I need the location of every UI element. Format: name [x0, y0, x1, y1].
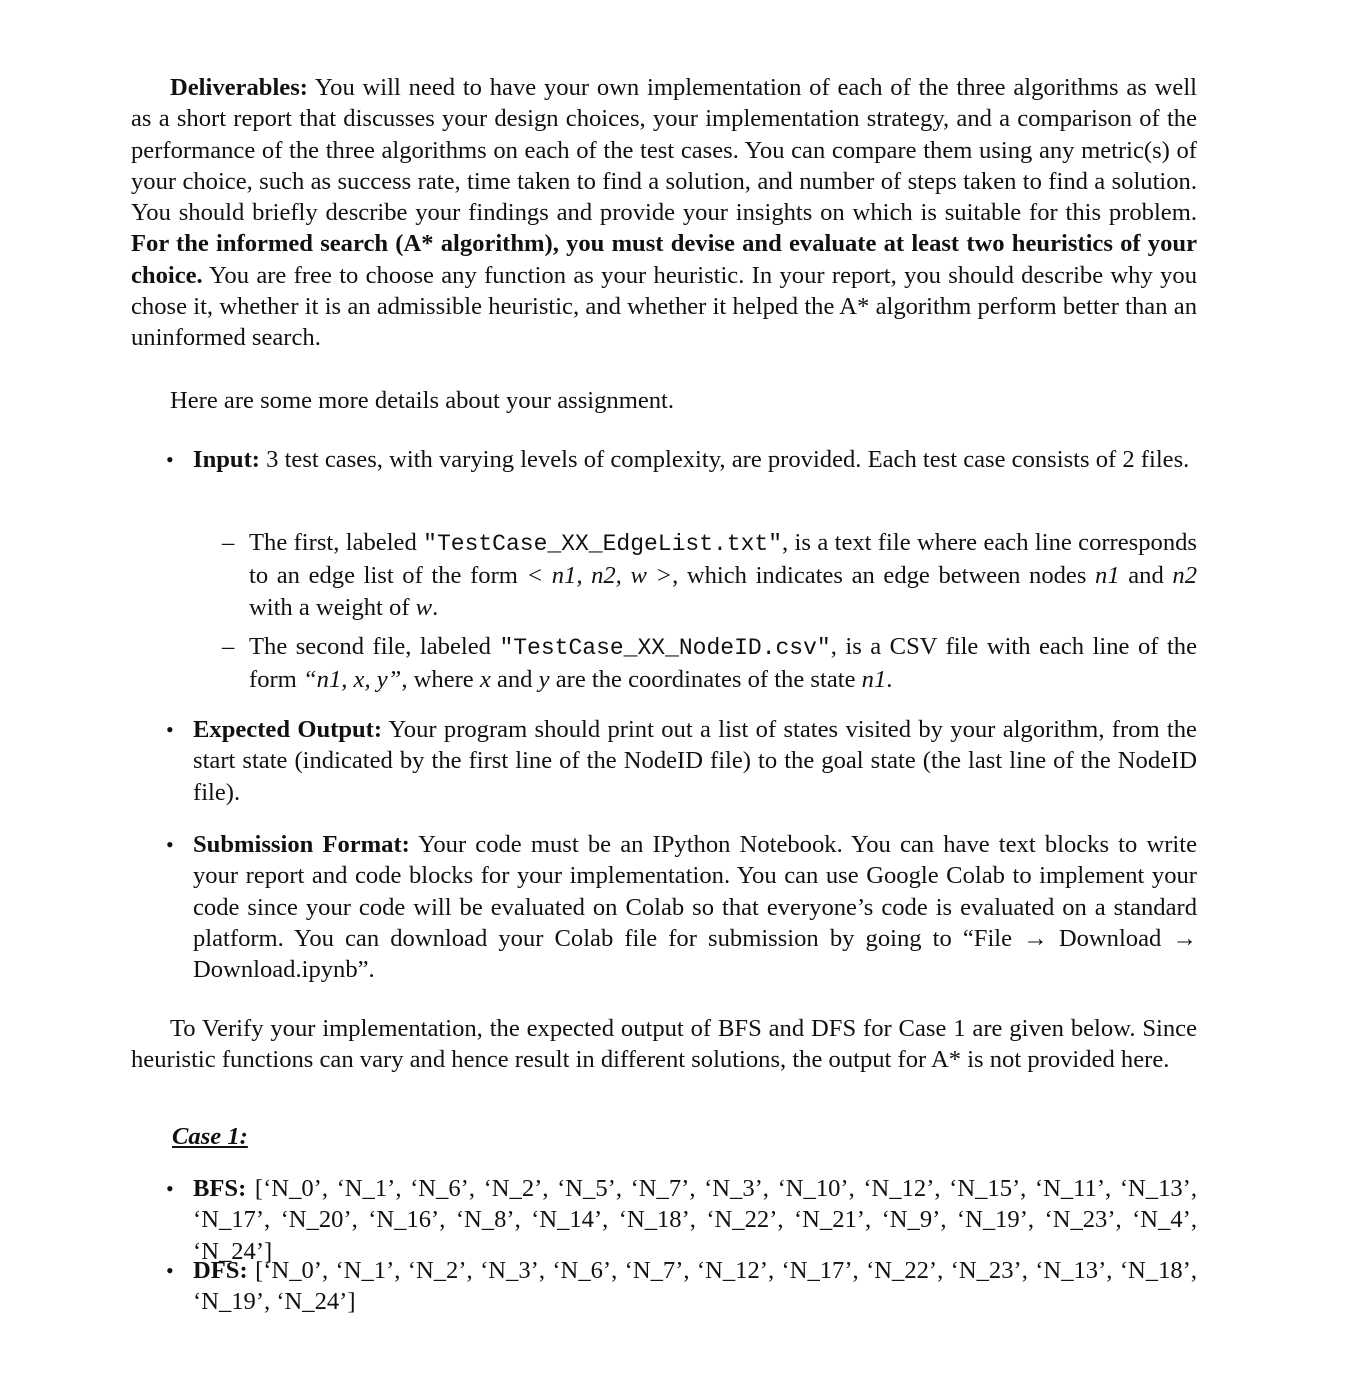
- details-intro: Here are some more details about your assignment.: [170, 387, 675, 414]
- nodeid-x: x: [479, 666, 491, 694]
- dash-icon: –: [222, 529, 235, 556]
- edgelist-w: w: [415, 593, 433, 621]
- edgelist-file-item: [222, 527, 1197, 623]
- nodeid-pre: The second file, labeled: [249, 633, 491, 660]
- deliverables-text-1: You will need to have your own implementation of each of the three algorithms as well as a short report that discusses your design choices, your implementation strategy, and a comparison of the performance of the three algorithms on each of the test cases. You can compare them using any metric(s) of your choice, such as success rate, time taken to find a solution, and number of steps taken to find a solution. You should briefly describe your findings and provide your insights on which is suitable for this problem.: [131, 74, 1197, 227]
- bullet-icon: •: [166, 1176, 174, 1201]
- dash-icon: –: [222, 633, 235, 660]
- bfs-bullet: [166, 1173, 1197, 1267]
- edgelist-n1: n1: [1095, 562, 1120, 590]
- deliverables-heuristics-requirement: For the informed search (A* algorithm), you must devise and evaluate at least two heuristics of your choice.: [131, 230, 1197, 289]
- dfs-output: [‘N_0’, ‘N_1’, ‘N_2’, ‘N_3’, ‘N_6’, ‘N_7’, ‘N_12’, ‘N_17’, ‘N_22’, ‘N_23’, ‘N_13’, ‘N_18’, ‘N_19’, ‘N_24’]: [193, 1257, 1197, 1316]
- bullet-icon: •: [166, 447, 174, 472]
- submission-format-bullet: [166, 829, 1197, 985]
- edgelist-end: .: [432, 593, 439, 621]
- input-text: 3 test cases, with varying levels of complexity, are provided. Each test case consists of 2 files.: [266, 446, 1190, 473]
- bfs-output: [‘N_0’, ‘N_1’, ‘N_6’, ‘N_2’, ‘N_5’, ‘N_7’, ‘N_3’, ‘N_10’, ‘N_12’, ‘N_15’, ‘N_11’, ‘N_13’, ‘N_17’, ‘N_20’, ‘N_16’, ‘N_8’, ‘N_14’, ‘N_18’, ‘N_22’, ‘N_21’, ‘N_9’, ‘N_19’, ‘N_23’, ‘N_4’, ‘N_24’]: [193, 1175, 1197, 1265]
- deliverables-text-2: You are free to choose any function as your heuristic. In your report, you should describe why you chose it, whether it is an admissible heuristic, and whether it helped the A* algorithm perform better than an uninformed search.: [131, 261, 1197, 352]
- bullet-icon: •: [166, 717, 174, 742]
- nodeid-post: are the coordinates of the state: [555, 666, 856, 694]
- edgelist-post: , which indicates an edge between nodes: [672, 562, 1087, 590]
- bfs-label: BFS:: [193, 1175, 247, 1202]
- nodeid-filename: "TestCase_XX_NodeID.csv": [499, 635, 831, 661]
- verify-paragraph: To Verify your implementation, the expected output of BFS and DFS for Case 1 are given below. Since heuristic functions can vary and hence result in different solutions, the output for A* is not provided here.: [131, 1015, 1197, 1074]
- nodeid-and: and: [496, 666, 533, 694]
- edgelist-tuple: < n1, n2, w >: [526, 562, 673, 590]
- bullet-icon: •: [166, 1258, 174, 1283]
- deliverables-paragraph: [131, 72, 1197, 354]
- edgelist-n2: n2: [1172, 562, 1197, 590]
- edgelist-filename: "TestCase_XX_EdgeList.txt": [423, 531, 783, 557]
- edgelist-and: and: [1128, 562, 1164, 590]
- case-title: Case 1:: [172, 1123, 248, 1150]
- nodeid-tuple: “n1, x, y”: [302, 666, 402, 694]
- edgelist-with: with a weight of: [249, 593, 410, 621]
- input-bullet: [166, 444, 1197, 475]
- nodeid-n1: n1: [861, 666, 887, 694]
- expected-output-text: Your program should print out a list of states visited by your algorithm, from the start state (indicated by the first line of the NodeID file) to the goal state (the last line of the NodeID file).: [193, 716, 1197, 806]
- edgelist-mid: , is a text file where each line corresponds to an edge list of the form: [249, 529, 1197, 590]
- dfs-bullet: [166, 1255, 1197, 1318]
- nodeid-y: y: [538, 666, 550, 694]
- expected-output-bullet: [166, 714, 1197, 808]
- nodeid-file-item: [222, 631, 1197, 696]
- nodeid-where: , where: [401, 666, 474, 694]
- deliverables-heading: Deliverables:: [170, 74, 308, 101]
- expected-output-label: Expected Output:: [193, 716, 383, 743]
- submission-label: Submission Format:: [193, 831, 410, 858]
- edgelist-pre: The first, labeled: [249, 529, 417, 556]
- nodeid-end: .: [886, 666, 893, 694]
- nodeid-mid: , is a CSV file with each line of the form: [249, 633, 1197, 694]
- submission-text: Your code must be an IPython Notebook. You can have text blocks to write your report and code blocks for your implementation. You can use Google Colab to implement your code since your code will be evaluated on Colab so that everyone’s code is evaluated on a standard platform. You can download your Colab file for submission by going to “File → Download → Download.ipynb”.: [193, 831, 1197, 984]
- bullet-icon: •: [166, 832, 174, 857]
- dfs-label: DFS:: [193, 1257, 248, 1284]
- input-label: Input:: [193, 446, 260, 473]
